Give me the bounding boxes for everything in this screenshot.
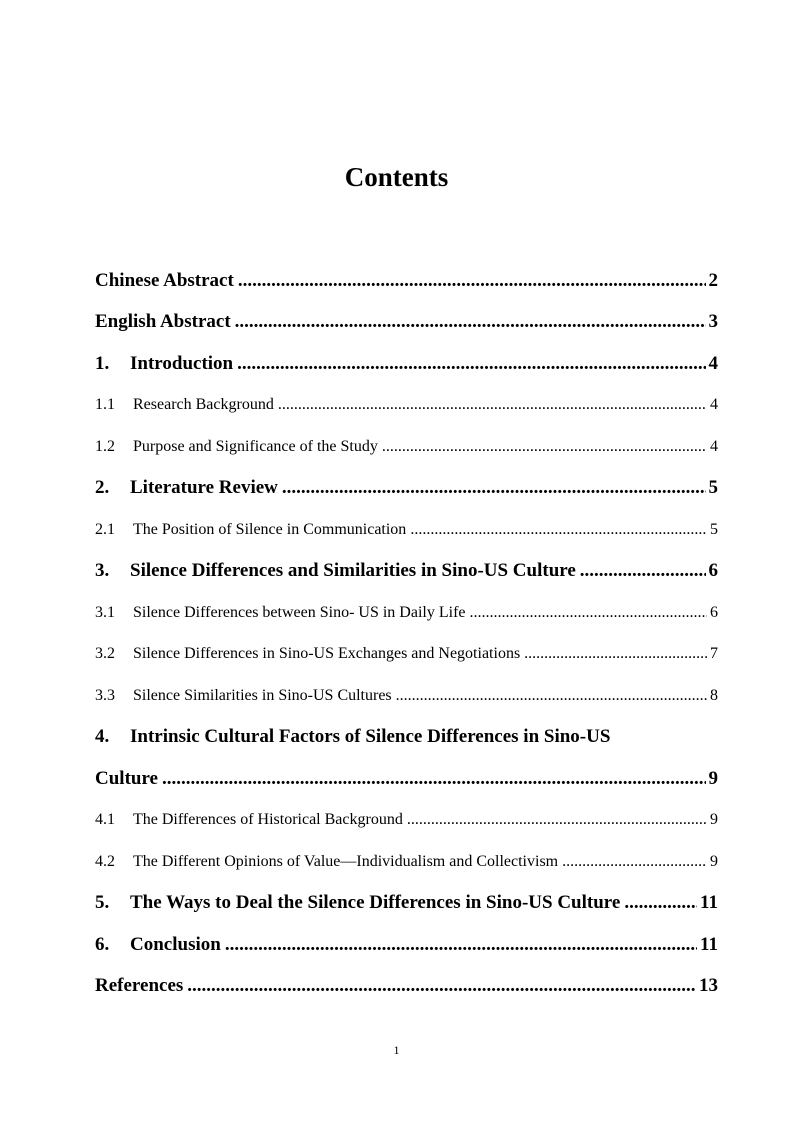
page-number: 1 <box>393 1043 400 1057</box>
toc-entry-label: Introduction <box>130 352 234 374</box>
toc-entry-page: 9 <box>710 811 718 829</box>
toc-subentry[interactable] <box>95 841 718 883</box>
toc-entry-number: 2.1 <box>95 520 115 538</box>
toc-entry[interactable] <box>95 302 718 344</box>
toc-entry-page: 2 <box>708 269 718 291</box>
toc-subentry[interactable] <box>95 634 718 676</box>
toc-entry-number: 3.1 <box>95 603 115 621</box>
toc-entry-label: The Differences of Historical Background <box>133 811 403 829</box>
toc-entry-label: The Different Opinions of Value—Individualism and Collectivism <box>133 852 559 870</box>
dot-leader <box>396 687 707 705</box>
dot-leader <box>382 438 707 456</box>
toc-entry-label: English Abstract <box>95 311 231 333</box>
dot-leader <box>235 311 706 333</box>
toc-entry-page: 5 <box>708 477 718 499</box>
toc-entry-label: Literature Review <box>130 477 278 499</box>
dot-leader <box>524 645 707 663</box>
toc-subentry[interactable] <box>95 509 718 551</box>
toc-entry-page: 4 <box>710 437 718 455</box>
dot-leader <box>187 975 696 997</box>
toc-entry-page: 6 <box>708 560 718 582</box>
toc-entry-label: Purpose and Significance of the Study <box>133 437 378 455</box>
dot-leader <box>562 853 707 871</box>
toc-entry-page: 5 <box>710 520 718 538</box>
toc-entry-page: 4 <box>710 396 718 414</box>
toc-entry-page: 11 <box>700 892 718 914</box>
toc-subentry[interactable] <box>95 675 718 717</box>
dot-leader <box>470 604 708 622</box>
dot-leader <box>278 396 707 414</box>
toc-entry-number: 3.3 <box>95 686 115 704</box>
toc-entry-label: Chinese Abstract <box>95 269 234 291</box>
toc-entry-page: 8 <box>710 686 718 704</box>
toc-entry-continuation[interactable] <box>95 758 718 800</box>
dot-leader <box>410 521 707 539</box>
dot-leader <box>580 560 706 582</box>
toc-entry-page: 3 <box>708 311 718 333</box>
toc-entry-page: 6 <box>710 603 718 621</box>
toc-entry-label: Silence Differences between Sino- US in Daily Life <box>133 603 466 621</box>
toc-entry-label: Silence Differences in Sino-US Exchanges and Negotiations <box>133 645 521 663</box>
toc-entry-number: 3.2 <box>95 645 115 663</box>
toc-entry-label: Silence Similarities in Sino-US Cultures <box>133 686 392 704</box>
toc-entry-label: The Ways to Deal the Silence Differences in Sino-US Culture <box>130 892 621 914</box>
toc-entry-number: 1. <box>95 352 110 374</box>
dot-leader <box>624 892 697 914</box>
toc-entry-label-continued: Culture <box>95 767 158 789</box>
toc-entry-number: 2. <box>95 477 110 499</box>
dot-leader <box>162 768 706 790</box>
toc-entry[interactable] <box>95 924 718 966</box>
toc-entry-page: 7 <box>710 645 718 663</box>
toc-entry-page: 13 <box>699 975 718 997</box>
toc-subentry[interactable] <box>95 800 718 842</box>
page-title: Contents <box>344 162 449 192</box>
toc-entry-page: 9 <box>708 767 718 789</box>
toc-entry-label: References <box>95 975 184 997</box>
dot-leader <box>225 934 697 956</box>
table-of-contents <box>95 260 718 1007</box>
toc-entry-label: Silence Differences and Similarities in Sino-US Culture <box>130 560 576 582</box>
toc-entry-number: 5. <box>95 892 110 914</box>
toc-entry[interactable] <box>95 717 718 759</box>
dot-leader <box>282 477 706 499</box>
dot-leader <box>407 811 707 829</box>
toc-entry-number: 4.1 <box>95 811 115 829</box>
toc-entry-number: 4. <box>95 726 110 748</box>
toc-entry-number: 6. <box>95 933 110 955</box>
toc-entry-number: 3. <box>95 560 110 582</box>
toc-entry-label: Intrinsic Cultural Factors of Silence Differences in Sino-US <box>130 726 611 748</box>
toc-entry-label: The Position of Silence in Communication <box>133 520 407 538</box>
toc-entry[interactable] <box>95 551 718 593</box>
toc-entry[interactable] <box>95 468 718 510</box>
toc-entry[interactable] <box>95 966 718 1008</box>
toc-entry[interactable] <box>95 343 718 385</box>
toc-entry-number: 1.2 <box>95 437 115 455</box>
toc-entry[interactable] <box>95 260 718 302</box>
toc-entry-page: 9 <box>710 852 718 870</box>
toc-entry-page: 4 <box>708 352 718 374</box>
toc-entry-number: 4.2 <box>95 852 115 870</box>
toc-entry[interactable] <box>95 883 718 925</box>
toc-entry-label: Conclusion <box>130 933 221 955</box>
toc-entry-label: Research Background <box>133 396 274 414</box>
toc-entry-page: 11 <box>700 933 718 955</box>
toc-entry-number: 1.1 <box>95 396 115 414</box>
dot-leader <box>237 353 705 375</box>
toc-subentry[interactable] <box>95 592 718 634</box>
dot-leader <box>238 270 706 292</box>
toc-subentry[interactable] <box>95 426 718 468</box>
toc-subentry[interactable] <box>95 385 718 427</box>
